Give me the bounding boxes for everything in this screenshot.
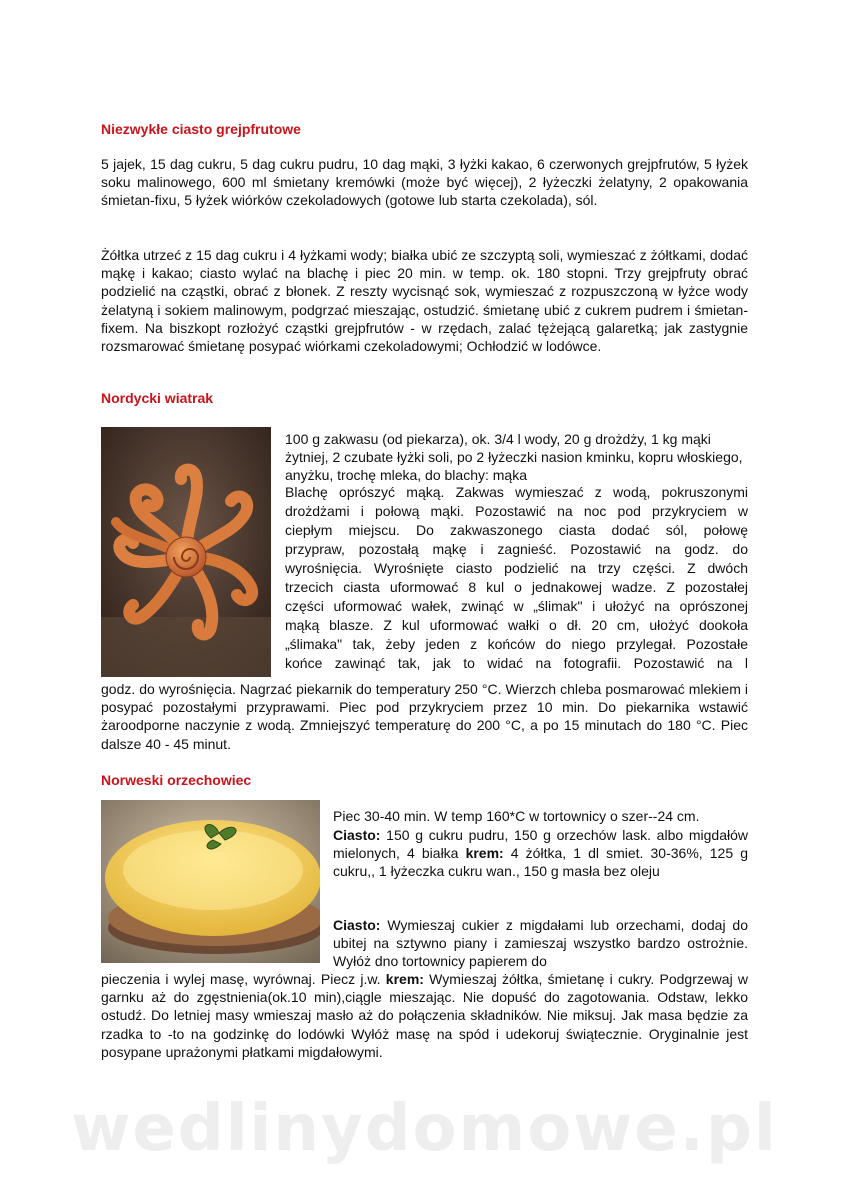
nutcake-illustration <box>101 800 320 963</box>
recipe-method-grapefruit-cake: Żółtka utrzeć z 15 dag cukru i 4 łyżkami wody; białka ubić ze szczyptą soli, wymieszać z żółtkami, dodać mąkę i kakao; ciasto wylać na blachę i piec 20 min. w temp. ok. 180 stopni. Trzy grejpfruty obrać podzielić na cząstki, obrać z błonek. Z reszty wycisnąć sok, wymieszać z rozpuszczoną w łyżce wody żelatyną i sokiem malinowym, podgrzać mieszając, ostudzić. śmietanę ubić z cukrem pudrem i śmietan-fixem. Na biszkopt rozłożyć cząstki grejpfrutów - w rzędach, zalać tężejącą galaretką; jak zastygnie rozsmarować śmietanę posypać wiórkami czekoladowymi; Ochłodzić w lodówce. <box>101 247 748 355</box>
recipe-title-norwegian-nutcake: Norweski orzechowiec <box>101 772 252 788</box>
watermark: wedlinydomowe.pl <box>71 1092 778 1166</box>
recipe-title-grapefruit-cake: Niezwykłe ciasto grejpfrutowe <box>101 121 301 137</box>
method-line: części uformować wałek, zwinąć w „ślimak" i ułożyć na oprószonej <box>285 598 748 614</box>
recipe-method-ciasto <box>333 916 748 971</box>
recipe-ingredients-grapefruit-cake: 5 jajek, 15 dag cukru, 5 dag cukru pudru, 10 dag mąki, 3 łyżki kakao, 6 czerwonych grejpfrutów, 5 łyżek soku malinowego, 600 ml śmietany kremówki (może być więcej), 2 łyżeczki żelatyny, 2 opakowania śmietan-fixu, 5 łyżek wiórków czekoladowych (gotowe lub starta czekolada), sól. <box>101 156 748 209</box>
ciasto-ingredients: 150 g cukru pudru, 150 g orzechów lask. albo migdałów mielonych, 4 białka <box>333 827 748 862</box>
photo-windmill-bread <box>101 427 271 677</box>
recipe-method-krem <box>101 970 748 1061</box>
recipe-title-nordic-windmill: Nordycki wiatrak <box>101 390 214 406</box>
method-line: mąką blasze. Z kul uformować wałki o dł. 20 cm, ułożyć dookoła <box>285 617 748 633</box>
method-line: „ślimaka" tak, żeby jeden z końców do niego przylegał. Pozostałe <box>285 636 748 652</box>
method-tail: godz. do wyrośnięcia. Nagrzać piekarnik do temperatury 250 °C. Wierzch chleba posmarować mlekiem i posypać pozostałymi przyprawami. Piec pod przykryciem przez 10 min. Do piekarnika wstawić żaroodporne naczynie z wodą. Zmniejszyć temperaturę do 200 °C, a po 15 minutach do 180 °C. Piec dalsze 40 - 45 minut. <box>101 681 748 752</box>
photo-norwegian-nutcake <box>101 800 320 963</box>
ciasto-label: Ciasto: <box>333 827 381 843</box>
method-krem-text: Wymieszaj żółtka, śmietanę i cukry. Podgrzewaj w garnku aż do zgęstnienia(ok.10 min),ciągle mieszając. Nie dopuść do zagotowania. Odstaw, lekko ostudź. Do letniej masy wmieszaj masło aż do połączenia składników. Nie miksuj. Jak masa będzie za rzadka to -to na godzinkę do lodówki Wyłóż masę na spód i udekoruj świątecznie. Oryginalnie jest posypane uprażonymi płatkami migdałowymi. <box>101 971 749 1060</box>
recipe-intro-norwegian-nutcake: Piec 30-40 min. W temp 160*C w tortownicy o szer--24 cm. <box>333 808 700 824</box>
method-line: końce zawinąć tak, jak to widać na fotografii. Pozostawić na l <box>285 655 748 671</box>
method-krem-label: krem: <box>385 971 424 987</box>
method-ciasto-text: Wymieszaj cukier z migdałami lub orzechami, dodaj do ubitej na sztywno piany i zamieszaj wszystko bardzo ostrożnie. Wyłóż dno tortownicy papierem do <box>333 917 748 970</box>
krem-label: krem: <box>465 845 504 862</box>
method-line: wyrośnięcia. Wyrośnięte ciasto podzielić na trzy części. Z dwóch <box>285 560 748 576</box>
method-line: trzecich ciasta uformować 8 kul o jednakowej wadze. Z pozostałej <box>285 579 748 595</box>
method-line: Blachę oprószyć mąką. Zakwas wymieszać z wodą, pokruszonymi <box>285 484 748 500</box>
method-line: ciepłym miejscu. Do zakwaszonego ciasta dodać sól, połowę <box>285 522 748 538</box>
method-line: drożdżami i połową mąki. Pozostawić na noc pod przykryciem w <box>285 503 748 519</box>
windmill-bread-illustration <box>101 427 271 677</box>
krem-ingredients: 4 żółtka, 1 dl smiet. 30-36%, 125 g cukru,, 1 łyżeczka cukru wan., 150 g masła bez oleju <box>333 845 748 880</box>
recipe-ingredients-nordic-windmill: 100 g zakwasu (od piekarza), ok. 3/4 l wody, 20 g drożdży, 1 kg mąki żytniej, 2 czubate łyżki soli, po 2 łyżeczki nasion kminku, kopru włoskiego, anyżku, trochę mleka, do blachy: mąka <box>285 431 743 484</box>
method-ciasto-tail: pieczenia i wylej masę, wyrównaj. Piecz j.w. <box>101 971 381 987</box>
method-line: przypraw, pozostałą mąkę i zagnieść. Pozostawić na godz. do <box>285 541 748 557</box>
recipe-ingredients-norwegian-nutcake <box>333 826 748 881</box>
method-ciasto-label: Ciasto: <box>333 917 381 933</box>
